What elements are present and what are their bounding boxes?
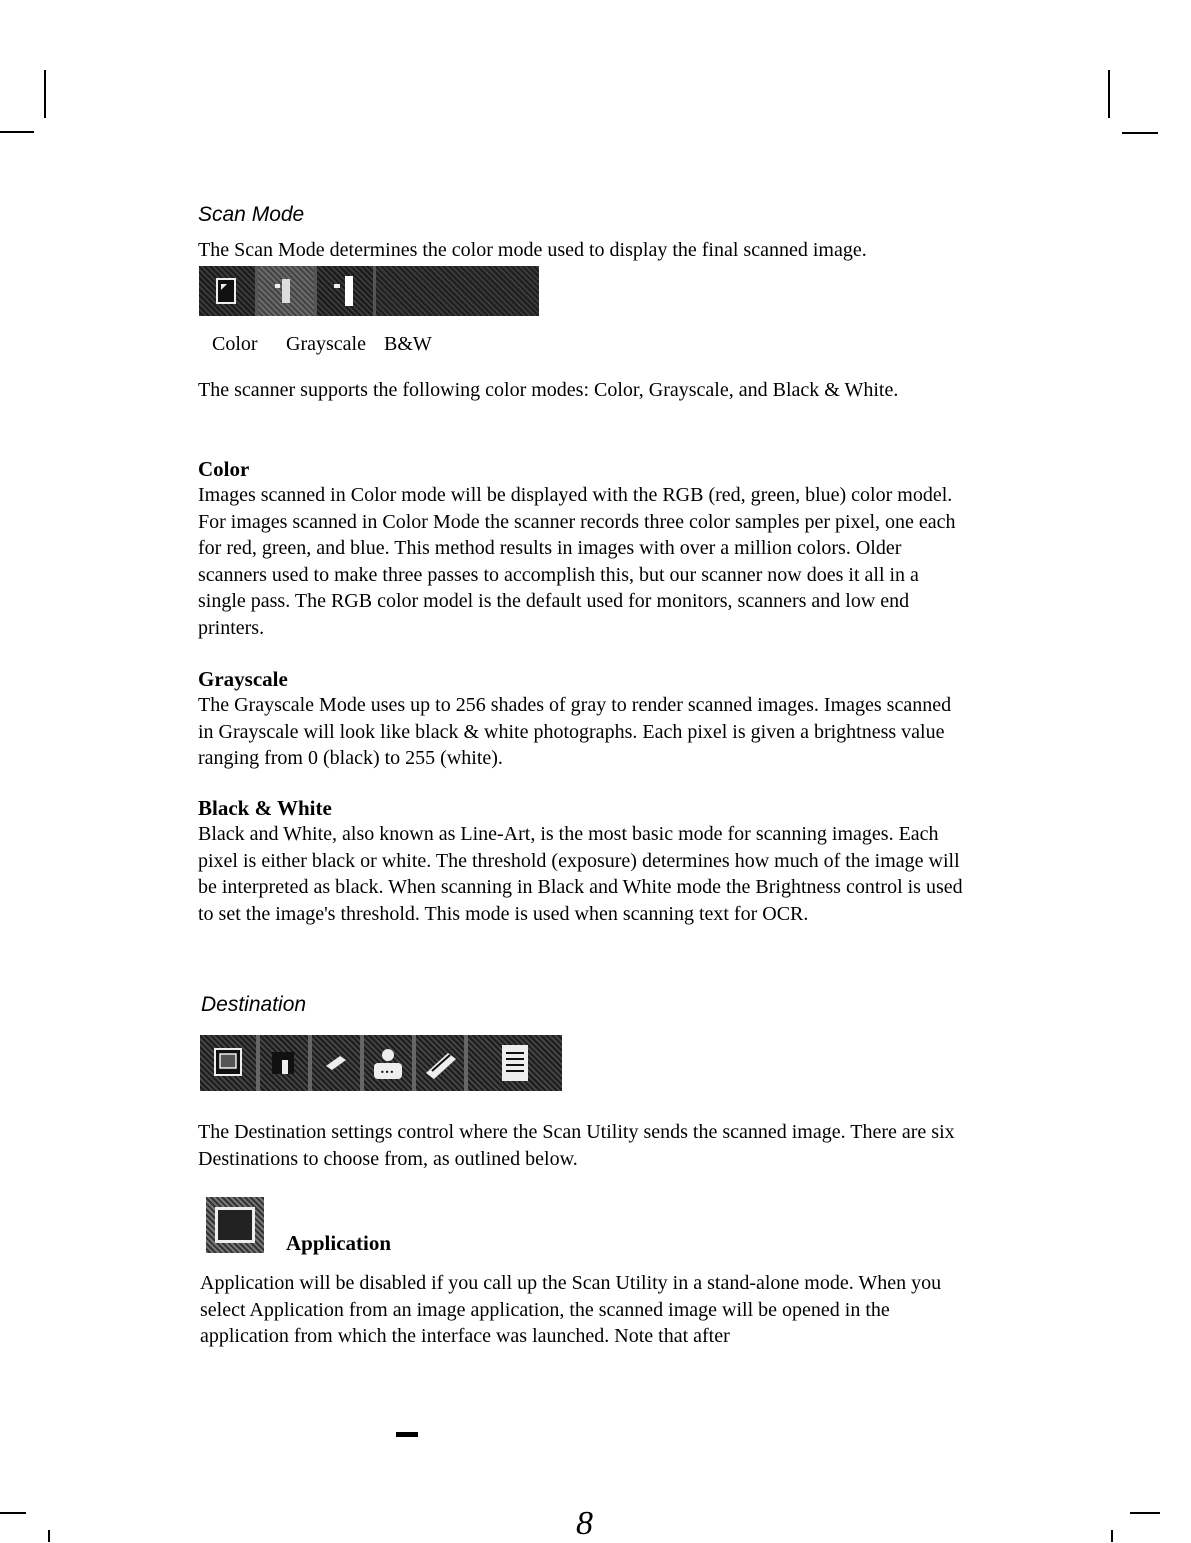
bw-body: Black and White, also known as Line-Art, is the most basic mode for scanning images. Each pixel is either black or white. The threshold (exposure) determines how much of the image will be interpreted as black. When scanning in Black and White mode the Brightness control is used to set the image's threshold. This mode is used when scanning text for OCR. [198, 823, 963, 925]
scan-mode-supports: The scanner supports the following color modes: Color, Grayscale, and Black & White. [198, 379, 899, 401]
destination-title: Destination [201, 993, 307, 1016]
crop-mark [1130, 1512, 1160, 1514]
bw-label: B&W [384, 333, 432, 355]
fax-icon [320, 1046, 352, 1080]
scan-dash [396, 1432, 418, 1437]
color-label: Color [212, 333, 258, 355]
grayscale-label: Grayscale [286, 333, 366, 355]
color-heading: Color [198, 457, 250, 481]
grayscale-heading: Grayscale [198, 667, 288, 691]
grayscale-mode-icon [272, 276, 300, 306]
crop-mark [48, 1530, 50, 1542]
application-heading: Application [286, 1231, 392, 1255]
application-icon-large [206, 1197, 264, 1253]
ocr-icon [420, 1043, 460, 1083]
application-window-icon [215, 1207, 255, 1243]
dest-email-button[interactable] [364, 1035, 416, 1091]
dest-printer-button[interactable] [260, 1035, 312, 1091]
crop-mark [1111, 1530, 1113, 1542]
crop-mark [1108, 70, 1110, 118]
dest-fax-button[interactable] [312, 1035, 364, 1091]
bw-mode-button[interactable] [317, 266, 376, 316]
printer-icon [268, 1046, 300, 1080]
bw-heading: Black & White [198, 796, 332, 820]
bw-mode-icon [331, 274, 359, 308]
application-body: Application will be disabled if you call up the Scan Utility in a stand-alone mode. When you select Application from an image application, the scanned image will be opened in the application from which the interface was launched. Note that after [200, 1272, 942, 1347]
crop-mark [0, 1512, 26, 1514]
grayscale-mode-button[interactable] [258, 266, 317, 316]
scan-mode-title: Scan Mode [198, 203, 305, 226]
crop-mark [1122, 132, 1158, 134]
color-mode-icon [213, 276, 241, 306]
destination-body: The Destination settings control where the Scan Utility sends the scanned image. There are six Destinations to choose from, as outlined below. [198, 1121, 955, 1170]
color-mode-button[interactable] [199, 266, 258, 316]
dest-application-button[interactable] [200, 1035, 260, 1091]
application-icon [212, 1046, 244, 1080]
dest-file-button[interactable] [468, 1035, 562, 1091]
crop-mark [44, 70, 46, 118]
crop-mark [0, 131, 34, 133]
svg-text:•••: ••• [380, 1068, 395, 1077]
scan-mode-intro: The Scan Mode determines the color mode used to display the final scanned image. [198, 239, 867, 261]
page-number: 8 [576, 1505, 593, 1542]
email-icon [368, 1043, 408, 1083]
scan-mode-toolbar-spacer [376, 266, 539, 316]
file-icon [498, 1041, 532, 1085]
color-body: Images scanned in Color mode will be displayed with the RGB (red, green, blue) color model. For images scanned in Color Mode the scanner records three color samples per pixel, one each for red, green, and blue. This method results in images with over a million colors. Older scanners used to make three passes to accomplish this, but our scanner now does it all in a single pass. The RGB color model is the default used for monitors, scanners and low end printers. [198, 484, 956, 639]
destination-toolbar [200, 1035, 562, 1091]
dest-ocr-button[interactable] [416, 1035, 468, 1091]
scan-mode-toolbar [199, 266, 539, 316]
grayscale-body: The Grayscale Mode uses up to 256 shades of gray to render scanned images. Images scanned in Grayscale will look like black & white photographs. Each pixel is given a brightness value ranging from 0 (black) to 255 (white). [198, 694, 952, 769]
